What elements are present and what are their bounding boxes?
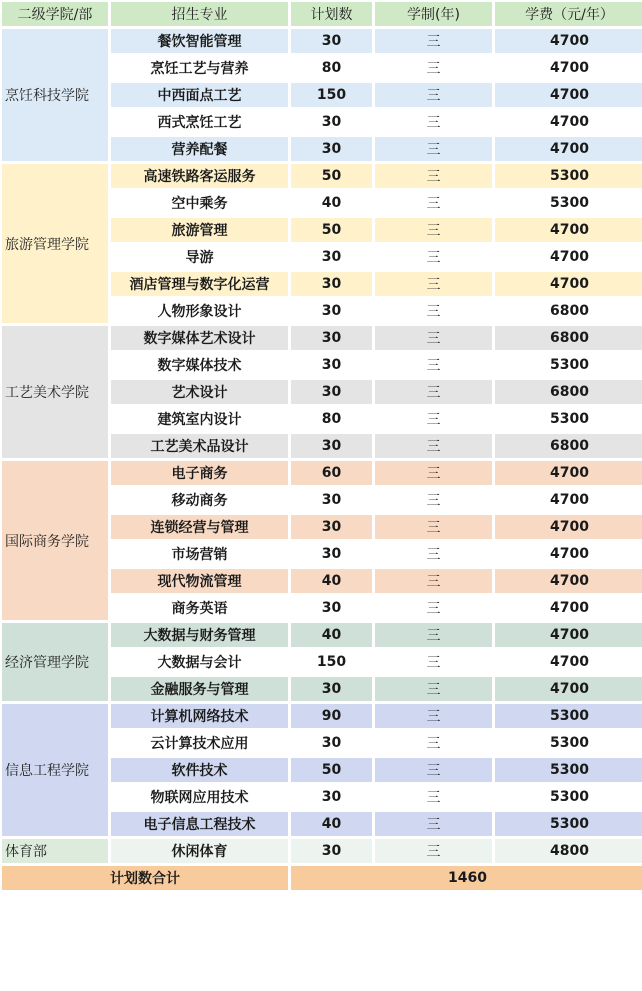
plan-count-cell: 50 bbox=[291, 164, 372, 188]
duration-cell: 三 bbox=[375, 272, 492, 296]
plan-count-cell: 30 bbox=[291, 299, 372, 323]
duration-cell: 三 bbox=[375, 110, 492, 134]
tuition-cell: 5300 bbox=[495, 758, 642, 782]
college-cell: 信息工程学院 bbox=[2, 704, 108, 836]
tuition-cell: 4700 bbox=[495, 83, 642, 107]
tuition-cell: 4700 bbox=[495, 623, 642, 647]
tuition-cell: 4700 bbox=[495, 515, 642, 539]
tuition-cell: 4700 bbox=[495, 650, 642, 674]
major-cell: 电子商务 bbox=[111, 461, 288, 485]
table-row bbox=[2, 461, 642, 485]
tuition-cell: 4700 bbox=[495, 245, 642, 269]
major-cell: 金融服务与管理 bbox=[111, 677, 288, 701]
tuition-cell: 5300 bbox=[495, 191, 642, 215]
tuition-cell: 4800 bbox=[495, 839, 642, 863]
header-row bbox=[2, 2, 642, 26]
plan-count-cell: 80 bbox=[291, 56, 372, 80]
plan-count-cell: 40 bbox=[291, 191, 372, 215]
duration-cell: 三 bbox=[375, 407, 492, 431]
plan-count-cell: 30 bbox=[291, 29, 372, 53]
duration-cell: 三 bbox=[375, 380, 492, 404]
major-cell: 数字媒体技术 bbox=[111, 353, 288, 377]
duration-cell: 三 bbox=[375, 677, 492, 701]
duration-cell: 三 bbox=[375, 758, 492, 782]
table-row bbox=[2, 326, 642, 350]
major-cell: 空中乘务 bbox=[111, 191, 288, 215]
header-college: 二级学院/部 bbox=[2, 2, 108, 26]
major-cell: 数字媒体艺术设计 bbox=[111, 326, 288, 350]
tuition-cell: 6800 bbox=[495, 326, 642, 350]
duration-cell: 三 bbox=[375, 731, 492, 755]
plan-count-cell: 30 bbox=[291, 380, 372, 404]
plan-count-cell: 30 bbox=[291, 542, 372, 566]
college-cell: 旅游管理学院 bbox=[2, 164, 108, 323]
tuition-cell: 5300 bbox=[495, 785, 642, 809]
tuition-cell: 6800 bbox=[495, 380, 642, 404]
total-label: 计划数合计 bbox=[2, 866, 288, 890]
tuition-cell: 6800 bbox=[495, 299, 642, 323]
duration-cell: 三 bbox=[375, 812, 492, 836]
plan-count-cell: 30 bbox=[291, 515, 372, 539]
duration-cell: 三 bbox=[375, 515, 492, 539]
duration-cell: 三 bbox=[375, 596, 492, 620]
major-cell: 软件技术 bbox=[111, 758, 288, 782]
major-cell: 连锁经营与管理 bbox=[111, 515, 288, 539]
table-row bbox=[2, 839, 642, 863]
duration-cell: 三 bbox=[375, 299, 492, 323]
plan-count-cell: 80 bbox=[291, 407, 372, 431]
plan-count-cell: 30 bbox=[291, 839, 372, 863]
major-cell: 艺术设计 bbox=[111, 380, 288, 404]
tuition-cell: 4700 bbox=[495, 596, 642, 620]
major-cell: 中西面点工艺 bbox=[111, 83, 288, 107]
major-cell: 旅游管理 bbox=[111, 218, 288, 242]
total-row bbox=[2, 866, 642, 890]
duration-cell: 三 bbox=[375, 218, 492, 242]
major-cell: 物联网应用技术 bbox=[111, 785, 288, 809]
table-body bbox=[2, 2, 642, 890]
duration-cell: 三 bbox=[375, 56, 492, 80]
duration-cell: 三 bbox=[375, 704, 492, 728]
tuition-cell: 5300 bbox=[495, 704, 642, 728]
total-value: 1460 bbox=[291, 866, 642, 890]
duration-cell: 三 bbox=[375, 353, 492, 377]
plan-count-cell: 30 bbox=[291, 245, 372, 269]
tuition-cell: 4700 bbox=[495, 461, 642, 485]
plan-count-cell: 30 bbox=[291, 326, 372, 350]
college-cell: 国际商务学院 bbox=[2, 461, 108, 620]
major-cell: 烹饪工艺与营养 bbox=[111, 56, 288, 80]
major-cell: 导游 bbox=[111, 245, 288, 269]
college-cell: 经济管理学院 bbox=[2, 623, 108, 701]
plan-count-cell: 150 bbox=[291, 83, 372, 107]
header-plan: 计划数 bbox=[291, 2, 372, 26]
tuition-cell: 4700 bbox=[495, 29, 642, 53]
tuition-cell: 4700 bbox=[495, 137, 642, 161]
major-cell: 移动商务 bbox=[111, 488, 288, 512]
tuition-cell: 4700 bbox=[495, 542, 642, 566]
duration-cell: 三 bbox=[375, 245, 492, 269]
table-row bbox=[2, 164, 642, 188]
major-cell: 酒店管理与数字化运营 bbox=[111, 272, 288, 296]
major-cell: 人物形象设计 bbox=[111, 299, 288, 323]
major-cell: 大数据与会计 bbox=[111, 650, 288, 674]
plan-count-cell: 30 bbox=[291, 110, 372, 134]
tuition-cell: 5300 bbox=[495, 353, 642, 377]
major-cell: 工艺美术品设计 bbox=[111, 434, 288, 458]
tuition-cell: 4700 bbox=[495, 218, 642, 242]
tuition-cell: 5300 bbox=[495, 731, 642, 755]
duration-cell: 三 bbox=[375, 326, 492, 350]
plan-count-cell: 90 bbox=[291, 704, 372, 728]
tuition-cell: 4700 bbox=[495, 677, 642, 701]
plan-count-cell: 30 bbox=[291, 596, 372, 620]
plan-count-cell: 50 bbox=[291, 218, 372, 242]
table-row bbox=[2, 704, 642, 728]
duration-cell: 三 bbox=[375, 164, 492, 188]
major-cell: 云计算技术应用 bbox=[111, 731, 288, 755]
plan-count-cell: 60 bbox=[291, 461, 372, 485]
tuition-cell: 4700 bbox=[495, 272, 642, 296]
header-major: 招生专业 bbox=[111, 2, 288, 26]
duration-cell: 三 bbox=[375, 839, 492, 863]
duration-cell: 三 bbox=[375, 137, 492, 161]
tuition-cell: 5300 bbox=[495, 812, 642, 836]
major-cell: 现代物流管理 bbox=[111, 569, 288, 593]
plan-count-cell: 30 bbox=[291, 677, 372, 701]
table-row bbox=[2, 29, 642, 53]
major-cell: 计算机网络技术 bbox=[111, 704, 288, 728]
plan-count-cell: 40 bbox=[291, 623, 372, 647]
plan-count-cell: 30 bbox=[291, 353, 372, 377]
major-cell: 大数据与财务管理 bbox=[111, 623, 288, 647]
header-fee: 学费（元/年） bbox=[495, 2, 642, 26]
plan-count-cell: 30 bbox=[291, 434, 372, 458]
tuition-cell: 6800 bbox=[495, 434, 642, 458]
duration-cell: 三 bbox=[375, 569, 492, 593]
duration-cell: 三 bbox=[375, 434, 492, 458]
major-cell: 休闲体育 bbox=[111, 839, 288, 863]
duration-cell: 三 bbox=[375, 83, 492, 107]
duration-cell: 三 bbox=[375, 623, 492, 647]
major-cell: 高速铁路客运服务 bbox=[111, 164, 288, 188]
duration-cell: 三 bbox=[375, 785, 492, 809]
plan-count-cell: 150 bbox=[291, 650, 372, 674]
plan-count-cell: 30 bbox=[291, 731, 372, 755]
major-cell: 商务英语 bbox=[111, 596, 288, 620]
duration-cell: 三 bbox=[375, 29, 492, 53]
plan-count-cell: 40 bbox=[291, 812, 372, 836]
major-cell: 餐饮智能管理 bbox=[111, 29, 288, 53]
college-cell: 工艺美术学院 bbox=[2, 326, 108, 458]
tuition-cell: 4700 bbox=[495, 488, 642, 512]
major-cell: 电子信息工程技术 bbox=[111, 812, 288, 836]
tuition-cell: 4700 bbox=[495, 110, 642, 134]
duration-cell: 三 bbox=[375, 488, 492, 512]
header-years: 学制(年) bbox=[375, 2, 492, 26]
duration-cell: 三 bbox=[375, 461, 492, 485]
major-cell: 建筑室内设计 bbox=[111, 407, 288, 431]
table-row bbox=[2, 623, 642, 647]
college-cell: 烹饪科技学院 bbox=[2, 29, 108, 161]
plan-count-cell: 30 bbox=[291, 488, 372, 512]
tuition-cell: 4700 bbox=[495, 569, 642, 593]
plan-count-cell: 50 bbox=[291, 758, 372, 782]
major-cell: 西式烹饪工艺 bbox=[111, 110, 288, 134]
duration-cell: 三 bbox=[375, 650, 492, 674]
plan-count-cell: 40 bbox=[291, 569, 372, 593]
college-cell: 体育部 bbox=[2, 839, 108, 863]
duration-cell: 三 bbox=[375, 542, 492, 566]
plan-count-cell: 30 bbox=[291, 137, 372, 161]
major-cell: 市场营销 bbox=[111, 542, 288, 566]
duration-cell: 三 bbox=[375, 191, 492, 215]
plan-count-cell: 30 bbox=[291, 785, 372, 809]
major-cell: 营养配餐 bbox=[111, 137, 288, 161]
tuition-cell: 4700 bbox=[495, 56, 642, 80]
tuition-cell: 5300 bbox=[495, 164, 642, 188]
plan-count-cell: 30 bbox=[291, 272, 372, 296]
tuition-cell: 5300 bbox=[495, 407, 642, 431]
